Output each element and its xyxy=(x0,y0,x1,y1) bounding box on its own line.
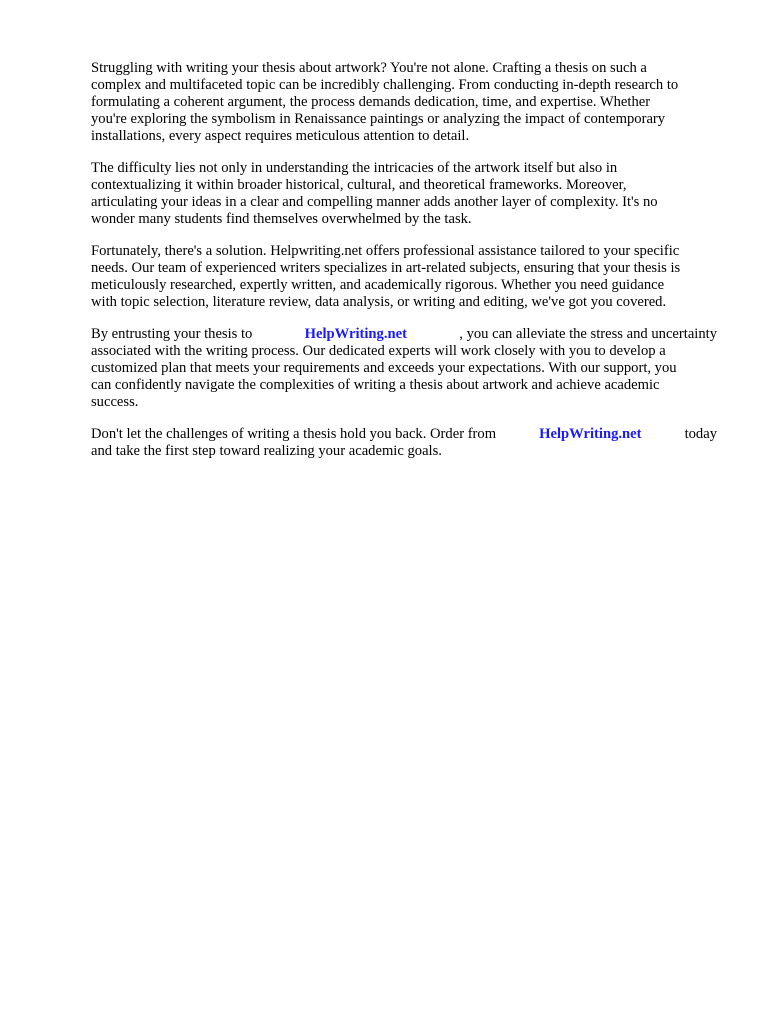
text-line: can confidently navigate the complexities of writing a thesis about artwork and achieve academic xyxy=(91,377,660,393)
text-line: needs. Our team of experienced writers specializes in art-related subjects, ensuring that your thesis is xyxy=(91,260,681,276)
paragraph-intro xyxy=(91,60,717,145)
text-line: success. xyxy=(91,394,139,410)
helpwriting-link[interactable]: HelpWriting.net xyxy=(304,326,407,342)
document-body xyxy=(91,60,717,475)
text-segment: , you can alleviate the stress and uncertainty xyxy=(459,326,717,342)
text-line: contextualizing it within broader historical, cultural, and theoretical frameworks. Moreover, xyxy=(91,177,627,193)
text-line-with-link xyxy=(91,326,717,343)
text-line: complex and multifaceted topic can be incredibly challenging. From conducting in-depth research to xyxy=(91,77,679,93)
paragraph-entrusting xyxy=(91,326,717,411)
text-line: and take the first step toward realizing your academic goals. xyxy=(91,443,442,459)
text-line-with-link xyxy=(91,426,717,443)
text-segment: By entrusting your thesis to xyxy=(91,326,253,342)
text-segment: today xyxy=(684,426,717,442)
text-line: associated with the writing process. Our dedicated experts will work closely with you to develop a xyxy=(91,343,666,359)
helpwriting-link[interactable]: HelpWriting.net xyxy=(539,426,642,442)
text-line: formulating a coherent argument, the process demands dedication, time, and expertise. Whether xyxy=(91,94,651,110)
text-line: The difficulty lies not only in understanding the intricacies of the artwork itself but also in xyxy=(91,160,618,176)
text-line: customized plan that meets your requirements and exceeds your expectations. With our support, you xyxy=(91,360,677,376)
text-line: you're exploring the symbolism in Renaissance paintings or analyzing the impact of contemporary xyxy=(91,111,666,127)
text-line: articulating your ideas in a clear and compelling manner adds another layer of complexity. It's no xyxy=(91,194,658,210)
text-line: Fortunately, there's a solution. Helpwriting.net offers professional assistance tailored to your specific xyxy=(91,243,680,259)
text-line: meticulously researched, expertly written, and academically rigorous. Whether you need guidance xyxy=(91,277,665,293)
text-line: installations, every aspect requires meticulous attention to detail. xyxy=(91,128,470,144)
text-line: wonder many students find themselves overwhelmed by the task. xyxy=(91,211,472,227)
text-line: with topic selection, literature review, data analysis, or writing and editing, we've got you covered. xyxy=(91,294,667,310)
text-segment: Don't let the challenges of writing a thesis hold you back. Order from xyxy=(91,426,497,442)
text-line: Struggling with writing your thesis about artwork? You're not alone. Crafting a thesis on such a xyxy=(91,60,647,76)
paragraph-call-to-action xyxy=(91,426,717,460)
paragraph-difficulty xyxy=(91,160,717,228)
paragraph-solution xyxy=(91,243,717,311)
